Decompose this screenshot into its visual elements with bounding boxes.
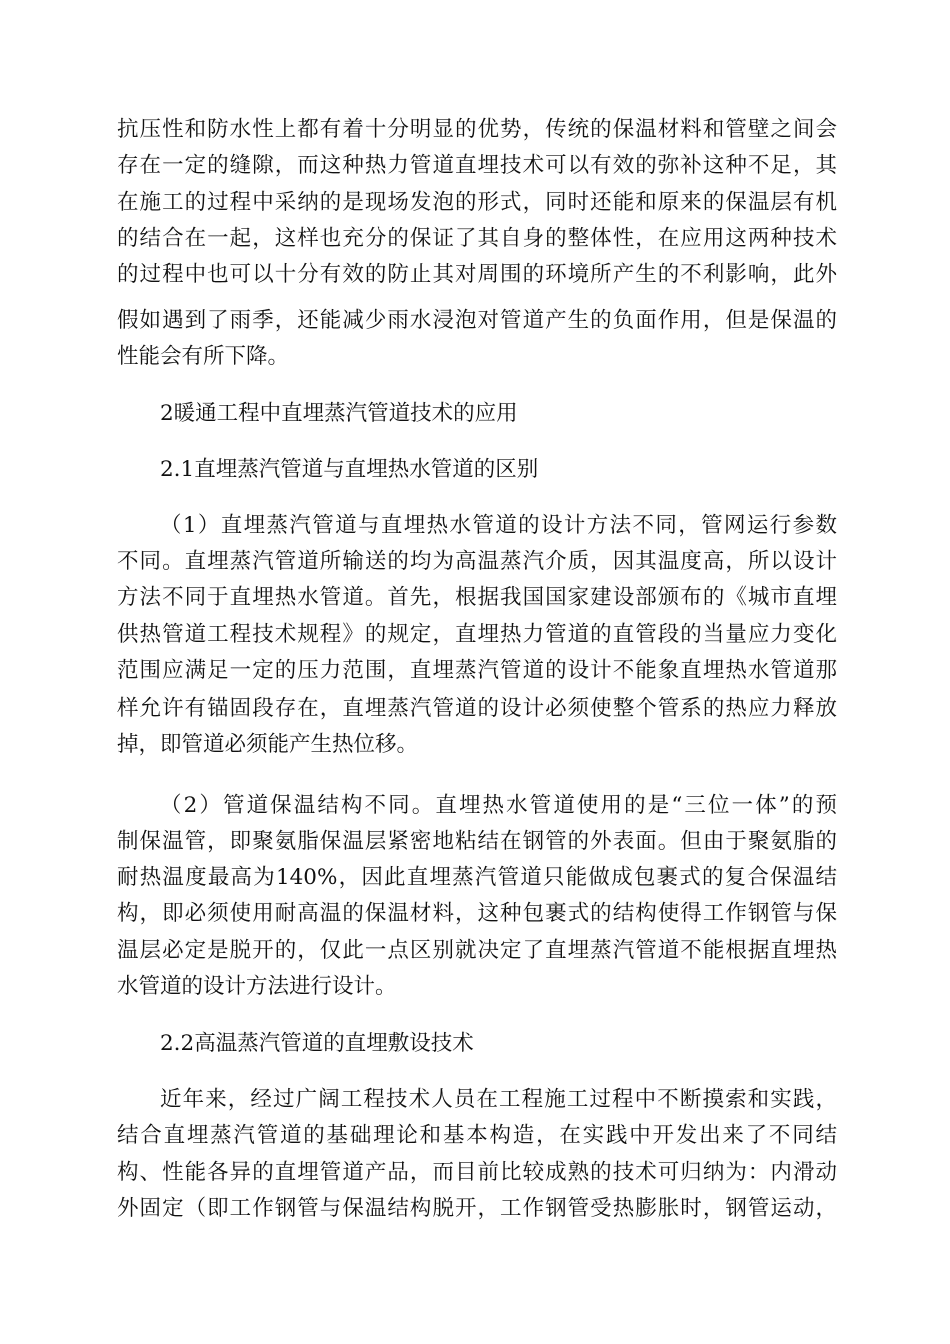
text-line: 在施工的过程中采纳的是现场发泡的形式，同时还能和原来的保温层有机 bbox=[117, 190, 837, 215]
text-line: 制保温管，即聚氨脂保温层紧密地粘结在钢管的外表面。但由于聚氨脂的 bbox=[117, 829, 837, 854]
text-line: 结合直埋蒸汽管道的基础理论和基本构造，在实践中开发出来了不同结 bbox=[117, 1123, 837, 1148]
text-line: 耐热温度最高为140%，因此直埋蒸汽管道只能做成包裹式的复合保温结 bbox=[117, 865, 837, 890]
text-line: 性能会有所下降。 bbox=[117, 344, 290, 369]
text-line: 存在一定的缝隙，而这种热力管道直埋技术可以有效的弥补这种不足，其 bbox=[117, 153, 837, 178]
section-heading: 2暖通工程中直埋蒸汽管道技术的应用 bbox=[160, 401, 518, 426]
text-line: 构，即必须使用耐高温的保温材料，这种包裹式的结构使得工作钢管与保 bbox=[117, 901, 837, 926]
text-line: 不同。直埋蒸汽管道所输送的均为高温蒸汽介质，因其温度高，所以设计 bbox=[117, 549, 837, 574]
subsection-heading: 2.1直埋蒸汽管道与直埋热水管道的区别 bbox=[160, 457, 539, 482]
text-line: （2）管道保温结构不同。直埋热水管道使用的是“三位一体”的预 bbox=[160, 793, 837, 818]
text-line: 方法不同于直埋热水管道。首先，根据我国国家建设部颁布的《城市直埋 bbox=[117, 585, 837, 610]
text-line: 样允许有锚固段存在，直埋蒸汽管道的设计必须使整个管系的热应力释放 bbox=[117, 696, 837, 721]
text-line: 的结合在一起，这样也充分的保证了其自身的整体性，在应用这两种技术 bbox=[117, 226, 837, 251]
text-line: 构、性能各异的直埋管道产品，而目前比较成熟的技术可归纳为：内滑动 bbox=[117, 1160, 837, 1185]
text-line: 假如遇到了雨季，还能减少雨水浸泡对管道产生的负面作用，但是保温的 bbox=[117, 308, 837, 333]
text-line: 的过程中也可以十分有效的防止其对周围的环境所产生的不利影响，此外 bbox=[117, 262, 837, 287]
text-line: 抗压性和防水性上都有着十分明显的优势，传统的保温材料和管壁之间会 bbox=[117, 117, 837, 142]
subsection-heading: 2.2高温蒸汽管道的直埋敷设技术 bbox=[160, 1031, 474, 1056]
text-line: 近年来，经过广阔工程技术人员在工程施工过程中不断摸索和实践， bbox=[160, 1087, 837, 1112]
text-line: 供热管道工程技术规程》的规定，直埋热力管道的直管段的当量应力变化 bbox=[117, 622, 837, 647]
text-line: （1）直埋蒸汽管道与直埋热水管道的设计方法不同，管网运行参数 bbox=[160, 513, 837, 538]
text-line: 温层必定是脱开的，仅此一点区别就决定了直埋蒸汽管道不能根据直埋热 bbox=[117, 938, 837, 963]
text-line: 外固定（即工作钢管与保温结构脱开，工作钢管受热膨胀时，钢管运动， bbox=[117, 1196, 837, 1221]
text-line: 水管道的设计方法进行设计。 bbox=[117, 974, 397, 999]
text-line: 掉，即管道必须能产生热位移。 bbox=[117, 732, 419, 757]
text-line: 范围应满足一定的压力范围，直埋蒸汽管道的设计不能象直埋热水管道那 bbox=[117, 658, 837, 683]
